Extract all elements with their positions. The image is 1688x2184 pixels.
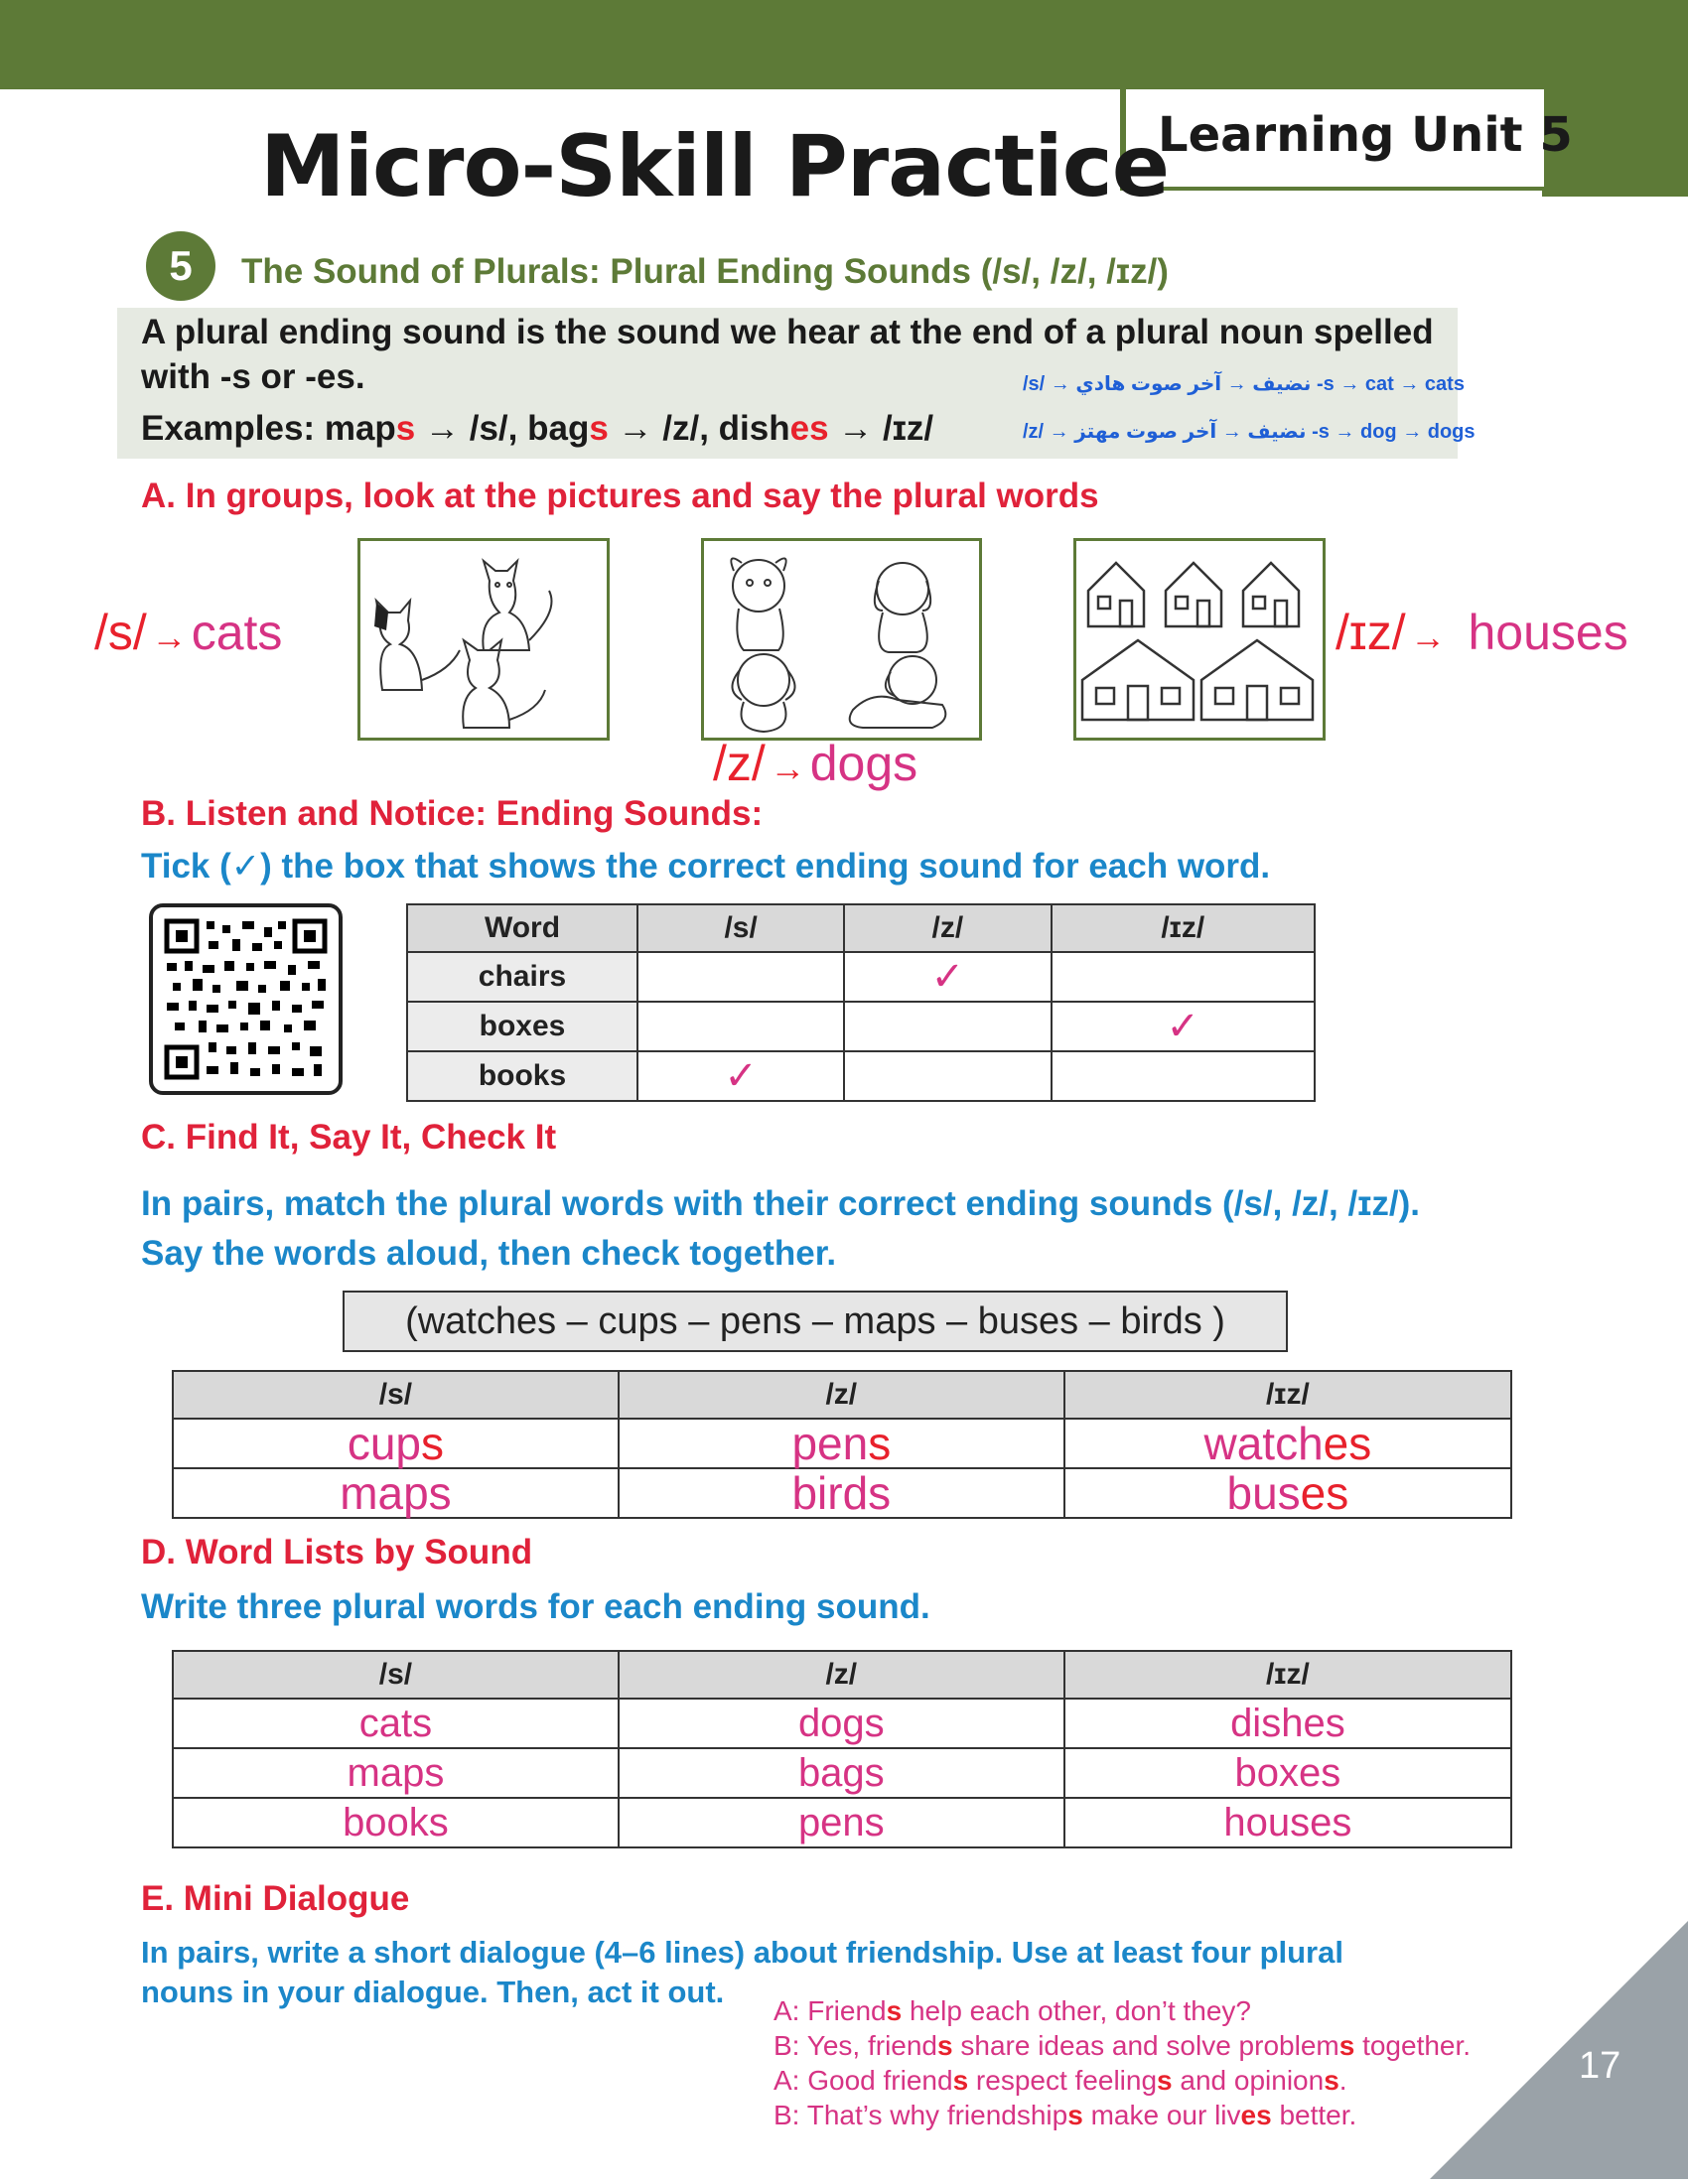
part-a-title: A. In groups, look at the pictures and say the plural words (141, 477, 1099, 515)
dialogue-line: A: Friends help each other, don’t they? (774, 1995, 1252, 2026)
answer-cell[interactable]: cats (173, 1699, 619, 1748)
tick-box[interactable] (1052, 952, 1316, 1002)
word-stem: cup (347, 1418, 422, 1469)
header-bar (0, 0, 1688, 89)
table-row (173, 1748, 1511, 1798)
answer-cell[interactable]: dishes (1064, 1699, 1511, 1748)
word-stem: maps (340, 1467, 452, 1519)
answer-cell[interactable]: maps (173, 1748, 619, 1798)
tick-box[interactable] (844, 1002, 1051, 1051)
answer-cell[interactable] (1064, 1419, 1511, 1468)
column-header: /s/ (173, 1651, 619, 1699)
word-stem: bus (1226, 1467, 1301, 1519)
part-c-instruction-2: Say the words aloud, then check together. (141, 1234, 837, 1273)
sound-label: /s/ (94, 605, 147, 660)
part-d-instruction: Write three plural words for each ending sound. (141, 1587, 930, 1626)
tick-box[interactable] (637, 1002, 844, 1051)
answer-cell[interactable] (1064, 1468, 1511, 1518)
section-number-badge: 5 (146, 231, 215, 301)
dialogue (774, 1993, 1471, 2132)
example-sound: /s/ (469, 409, 508, 448)
definition-text: A plural ending sound is the sound we hear at the end of a plural noun spelled with -s or -es. (141, 313, 1434, 396)
examples-label: Examples: (141, 409, 316, 448)
answer-cell[interactable]: boxes (1064, 1748, 1511, 1798)
answer-cell[interactable] (173, 1468, 619, 1518)
part-c-instruction-1: In pairs, match the plural words with their correct ending sounds (/s/, /z/, /ɪz/). (141, 1184, 1420, 1223)
page-number: 17 (1579, 2045, 1621, 2087)
arabic-note-s: /s/ → نضيف → آخر صوت هادي -s → cat → cats (1023, 373, 1465, 395)
table-row (173, 1699, 1511, 1748)
tick-box[interactable] (637, 1051, 844, 1101)
unit-label: Learning Unit 5 (1158, 107, 1573, 163)
example-sound: /z/ (662, 409, 700, 448)
tick-header-s: /s/ (637, 904, 844, 952)
example-ending: s (589, 409, 609, 448)
check-mark-icon: ✓ (930, 955, 965, 999)
arabic-note-z: /z/ → نضيف → آخر صوت مهتز -s → dog → dogs (1023, 421, 1476, 443)
answer-cell[interactable]: books (173, 1798, 619, 1847)
table-row (407, 1051, 1315, 1101)
word-cell: chairs (407, 952, 637, 1002)
example-stem: bag (527, 409, 590, 448)
part-e-title: E. Mini Dialogue (141, 1879, 410, 1918)
page-title: Micro-Skill Practice (260, 117, 1170, 216)
dialogue-line: A: Good friends respect feelings and opinions. (774, 2065, 1347, 2096)
part-a-answer-s (94, 604, 282, 661)
example-sound: /ɪz/ (883, 409, 934, 448)
example-ending: es (789, 409, 829, 448)
answer-cell[interactable]: pens (619, 1798, 1064, 1847)
sound-label: /z/ (713, 736, 766, 791)
word-stem: pen (791, 1418, 869, 1469)
answer-cell[interactable]: bags (619, 1748, 1064, 1798)
column-header: /z/ (619, 1651, 1064, 1699)
tick-header-iz: /ɪz/ (1052, 904, 1316, 952)
examples-line: Examples: maps → /s/, bags → /z/, dishes → /ɪz/ (141, 409, 934, 448)
answer-word: cats (191, 605, 283, 660)
cats-picture (357, 538, 610, 741)
dogs-illustration (704, 541, 979, 738)
houses-illustration (1076, 541, 1323, 738)
table-row (173, 1798, 1511, 1847)
table-row (173, 1419, 1511, 1468)
answer-cell[interactable] (619, 1468, 1064, 1518)
part-e-instruction-2: nouns in your dialogue. Then, act it out. (141, 1975, 725, 2009)
word-ending: s (421, 1418, 445, 1469)
example-ending: s (395, 409, 416, 448)
example-stem: dish (718, 409, 790, 448)
word-ending: es (1323, 1418, 1372, 1469)
word-ending: s (868, 1418, 892, 1469)
part-a-answer-iz (1336, 604, 1628, 661)
part-b-instruction: Tick (✓) the box that shows the correct ending sound for each word. (141, 847, 1271, 886)
tick-header-z: /z/ (844, 904, 1051, 952)
word-list-table (172, 1650, 1512, 1848)
tick-box[interactable] (637, 952, 844, 1002)
dialogue-line: B: That’s why friendships make our lives better. (774, 2100, 1357, 2130)
column-header: /s/ (173, 1371, 619, 1419)
check-mark-icon: ✓ (724, 1054, 758, 1098)
word-ending: es (1300, 1467, 1349, 1519)
tick-header-word: Word (407, 904, 637, 952)
column-header: /z/ (619, 1371, 1064, 1419)
word-stem: birds (791, 1467, 892, 1519)
table-row (173, 1468, 1511, 1518)
sound-label: /ɪz/ (1336, 605, 1406, 660)
arrow-icon: → (1410, 616, 1447, 657)
part-e-instruction-1: In pairs, write a short dialogue (4–6 lines) about friendship. Use at least four plural (141, 1935, 1343, 1970)
dogs-picture (701, 538, 982, 741)
answer-cell[interactable]: dogs (619, 1699, 1064, 1748)
check-mark-icon: ✓ (1166, 1005, 1199, 1048)
tick-box[interactable] (844, 952, 1051, 1002)
word-stem: watch (1203, 1418, 1324, 1469)
tick-box[interactable] (1052, 1051, 1316, 1101)
tick-table (406, 903, 1316, 1102)
answer-word: dogs (809, 736, 918, 791)
arrow-icon: → (770, 748, 806, 788)
table-row (407, 1002, 1315, 1051)
example-stem: map (324, 409, 396, 448)
tick-box[interactable] (844, 1051, 1051, 1101)
answer-cell[interactable]: houses (1064, 1798, 1511, 1847)
cats-illustration (360, 541, 607, 738)
match-table (172, 1370, 1512, 1519)
answer-word: houses (1468, 605, 1628, 660)
part-c-title: C. Find It, Say It, Check It (141, 1118, 557, 1157)
section-heading: The Sound of Plurals: Plural Ending Sounds (/s/, /z/, /ɪz/) (241, 252, 1169, 291)
word-cell: books (407, 1051, 637, 1101)
houses-picture (1073, 538, 1326, 741)
qr-code[interactable] (149, 903, 343, 1095)
part-b-title: B. Listen and Notice: Ending Sounds: (141, 794, 764, 833)
qr-code-icon (153, 907, 339, 1091)
part-a-answer-z (713, 735, 917, 792)
tick-box[interactable] (1052, 1002, 1316, 1051)
dialogue-line: B: Yes, friends share ideas and solve problems together. (774, 2030, 1472, 2061)
word-bank: (watches – cups – pens – maps – buses – birds ) (343, 1291, 1288, 1352)
word-cell: boxes (407, 1002, 637, 1051)
answer-cell[interactable] (619, 1419, 1064, 1468)
table-row (407, 952, 1315, 1002)
arrow-icon: → (151, 616, 188, 657)
column-header: /ɪz/ (1064, 1371, 1511, 1419)
part-d-title: D. Word Lists by Sound (141, 1533, 533, 1571)
column-header: /ɪz/ (1064, 1651, 1511, 1699)
answer-cell[interactable] (173, 1419, 619, 1468)
